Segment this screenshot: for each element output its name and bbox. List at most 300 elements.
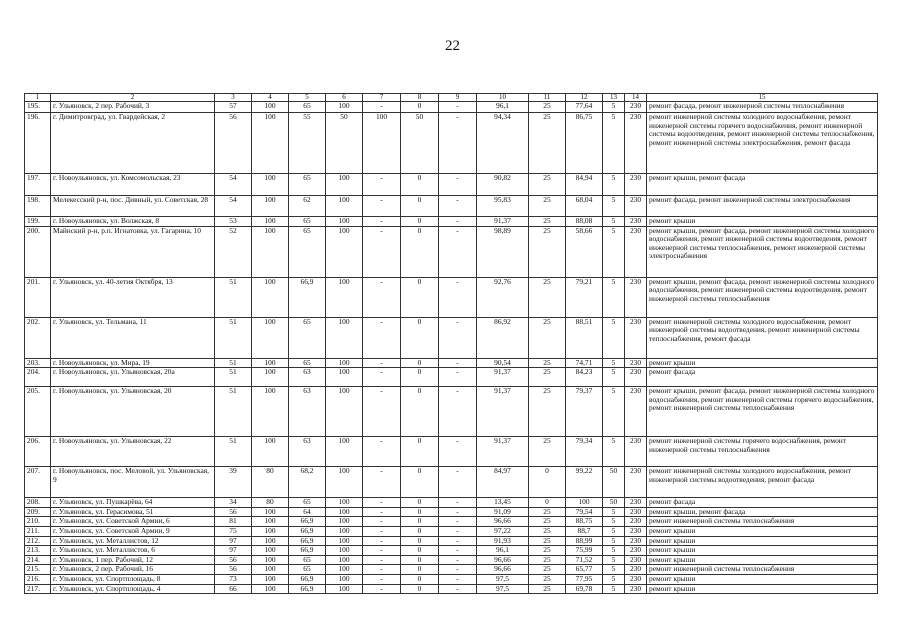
value-cell: 100 <box>326 584 363 594</box>
address-cell: г. Ульяновск, ул. Металлистов, 12 <box>51 536 215 546</box>
value-cell: - <box>439 565 477 575</box>
value-cell: 5 <box>603 196 625 217</box>
value-cell: 5 <box>603 387 625 437</box>
value-cell: - <box>439 574 477 584</box>
value-cell: - <box>439 358 477 368</box>
value-cell: 25 <box>529 113 566 174</box>
value-cell: 230 <box>625 277 647 317</box>
value-cell: 100 <box>326 358 363 368</box>
value-cell: 100 <box>252 226 289 277</box>
value-cell: 100 <box>326 317 363 358</box>
value-cell: 100 <box>326 536 363 546</box>
value-cell: 230 <box>625 358 647 368</box>
value-cell: 69,78 <box>566 584 603 594</box>
table-row <box>25 102 878 113</box>
value-cell: 230 <box>625 102 647 113</box>
value-cell: 63 <box>289 387 326 437</box>
table-row <box>25 517 878 527</box>
value-cell: 100 <box>326 437 363 467</box>
value-cell: - <box>439 498 477 508</box>
value-cell: 92,76 <box>477 277 529 317</box>
value-cell: 100 <box>326 102 363 113</box>
value-cell: 25 <box>529 387 566 437</box>
address-cell: Майнский р-н, р.п. Игнатовка, ул. Гагарина, 10 <box>51 226 215 277</box>
value-cell: 71,52 <box>566 555 603 565</box>
value-cell: 230 <box>625 387 647 437</box>
value-cell: 96,66 <box>477 565 529 575</box>
value-cell: 5 <box>603 437 625 467</box>
value-cell: 100 <box>326 467 363 498</box>
value-cell: 97,22 <box>477 526 529 536</box>
value-cell: 34 <box>215 498 252 508</box>
value-cell: 100 <box>326 526 363 536</box>
value-cell: 100 <box>252 555 289 565</box>
value-cell: 25 <box>529 574 566 584</box>
value-cell: 100 <box>252 217 289 227</box>
address-cell: г. Ульяновск, ул. Тельмана, 11 <box>51 317 215 358</box>
value-cell: 5 <box>603 555 625 565</box>
work-type-cell: ремонт крыши, ремонт фасада, ремонт инженерной системы холодного водоснабжения, ремонт инженерной системы водоотведения, ремонт инженерной системы теплоснабжения <box>647 277 878 317</box>
value-cell: 65 <box>289 358 326 368</box>
value-cell: 51 <box>215 368 252 387</box>
table-row <box>25 536 878 546</box>
value-cell: 74,71 <box>566 358 603 368</box>
value-cell: - <box>363 507 401 517</box>
value-cell: 66,9 <box>289 277 326 317</box>
value-cell: 25 <box>529 507 566 517</box>
table-row <box>25 226 878 277</box>
table-row <box>25 196 878 217</box>
value-cell: 51 <box>215 387 252 437</box>
work-type-cell: ремонт крыши <box>647 555 878 565</box>
value-cell: 5 <box>603 584 625 594</box>
value-cell: 56 <box>215 565 252 575</box>
value-cell: 88,51 <box>566 317 603 358</box>
value-cell: 5 <box>603 277 625 317</box>
address-cell: Мелекесский р-н, пос. Дивный, ул. Советская, 28 <box>51 196 215 217</box>
value-cell: 86,92 <box>477 317 529 358</box>
value-cell: 65 <box>289 565 326 575</box>
row-number-cell: 209. <box>25 507 51 517</box>
value-cell: 230 <box>625 437 647 467</box>
value-cell: 50 <box>603 498 625 508</box>
value-cell: 90,54 <box>477 358 529 368</box>
value-cell: - <box>363 555 401 565</box>
value-cell: - <box>439 174 477 196</box>
value-cell: 25 <box>529 546 566 556</box>
value-cell: 100 <box>252 317 289 358</box>
value-cell: 230 <box>625 467 647 498</box>
value-cell: - <box>439 387 477 437</box>
column-number-cell: 15 <box>647 94 878 102</box>
value-cell: 81 <box>215 517 252 527</box>
value-cell: 54 <box>215 174 252 196</box>
value-cell: 230 <box>625 226 647 277</box>
address-cell: г. Ульяновск, ул. 40-летия Октября, 13 <box>51 277 215 317</box>
value-cell: 100 <box>326 226 363 277</box>
column-number-cell: 5 <box>289 94 326 102</box>
value-cell: 66,9 <box>289 546 326 556</box>
value-cell: 25 <box>529 517 566 527</box>
value-cell: 65 <box>289 226 326 277</box>
value-cell: 65 <box>289 102 326 113</box>
address-cell: г. Новоульяновск, ул. Ульяновская, 22 <box>51 437 215 467</box>
value-cell: - <box>363 467 401 498</box>
address-cell: г. Ульяновск, ул. Спортплощадь, 8 <box>51 574 215 584</box>
value-cell: 100 <box>252 526 289 536</box>
value-cell: 66,9 <box>289 584 326 594</box>
value-cell: 5 <box>603 368 625 387</box>
value-cell: 79,21 <box>566 277 603 317</box>
row-number-cell: 206. <box>25 437 51 467</box>
value-cell: 0 <box>401 277 439 317</box>
row-number-cell: 215. <box>25 565 51 575</box>
value-cell: 0 <box>401 507 439 517</box>
value-cell: 96,1 <box>477 546 529 556</box>
row-number-cell: 214. <box>25 555 51 565</box>
value-cell: 25 <box>529 526 566 536</box>
value-cell: - <box>363 584 401 594</box>
value-cell: 84,23 <box>566 368 603 387</box>
value-cell: 65 <box>289 555 326 565</box>
address-cell: г. Ульяновск, ул. Пушкарёва, 64 <box>51 498 215 508</box>
address-cell: г. Новоульяновск, пос. Меловой, ул. Ульяновская, 9 <box>51 467 215 498</box>
value-cell: 230 <box>625 574 647 584</box>
value-cell: - <box>439 584 477 594</box>
value-cell: 84,94 <box>566 174 603 196</box>
work-type-cell: ремонт фасада, ремонт инженерной системы электроснабжения <box>647 196 878 217</box>
table-row <box>25 368 878 387</box>
value-cell: 0 <box>401 358 439 368</box>
value-cell: 0 <box>401 555 439 565</box>
work-type-cell: ремонт крыши <box>647 584 878 594</box>
address-cell: г. Новоульяновск, ул. Волжская, 8 <box>51 217 215 227</box>
work-type-cell: ремонт крыши <box>647 526 878 536</box>
value-cell: 5 <box>603 536 625 546</box>
work-type-cell: ремонт крыши, ремонт фасада <box>647 174 878 196</box>
row-number-cell: 210. <box>25 517 51 527</box>
address-cell: г. Новоульяновск, ул. Мира, 19 <box>51 358 215 368</box>
value-cell: 88,08 <box>566 217 603 227</box>
value-cell: - <box>363 368 401 387</box>
value-cell: 56 <box>215 555 252 565</box>
work-type-cell: ремонт фасада, ремонт инженерной системы теплоснабжения <box>647 102 878 113</box>
value-cell: 50 <box>326 113 363 174</box>
value-cell: 25 <box>529 358 566 368</box>
address-cell: г. Ульяновск, 2 пер. Рабочий, 16 <box>51 565 215 575</box>
value-cell: 100 <box>252 584 289 594</box>
row-number-cell: 202. <box>25 317 51 358</box>
value-cell: - <box>439 113 477 174</box>
value-cell: 79,54 <box>566 507 603 517</box>
value-cell: - <box>363 498 401 508</box>
address-cell: г. Ульяновск, ул. Советской Армии, 9 <box>51 526 215 536</box>
row-number-cell: 208. <box>25 498 51 508</box>
value-cell: 100 <box>326 196 363 217</box>
value-cell: 25 <box>529 368 566 387</box>
value-cell: 0 <box>401 368 439 387</box>
value-cell: 96,66 <box>477 517 529 527</box>
value-cell: 91,37 <box>477 387 529 437</box>
value-cell: 13,45 <box>477 498 529 508</box>
value-cell: 5 <box>603 174 625 196</box>
value-cell: 39 <box>215 467 252 498</box>
value-cell: 230 <box>625 507 647 517</box>
value-cell: 25 <box>529 196 566 217</box>
value-cell: 98,89 <box>477 226 529 277</box>
value-cell: 5 <box>603 546 625 556</box>
value-cell: 100 <box>326 555 363 565</box>
value-cell: 230 <box>625 317 647 358</box>
value-cell: 0 <box>401 196 439 217</box>
value-cell: 100 <box>326 498 363 508</box>
value-cell: 100 <box>326 277 363 317</box>
value-cell: 94,34 <box>477 113 529 174</box>
value-cell: 25 <box>529 102 566 113</box>
row-number-cell: 207. <box>25 467 51 498</box>
table-row <box>25 387 878 437</box>
value-cell: 100 <box>566 498 603 508</box>
value-cell: 51 <box>215 277 252 317</box>
table-row <box>25 437 878 467</box>
value-cell: - <box>439 555 477 565</box>
value-cell: 230 <box>625 546 647 556</box>
value-cell: 230 <box>625 517 647 527</box>
address-cell: г. Новоульяновск, ул. Ульяновская, 20а <box>51 368 215 387</box>
value-cell: 97 <box>215 546 252 556</box>
value-cell: 66,9 <box>289 536 326 546</box>
value-cell: 25 <box>529 217 566 227</box>
value-cell: - <box>439 317 477 358</box>
value-cell: 51 <box>215 437 252 467</box>
table-row <box>25 584 878 594</box>
table-row <box>25 507 878 517</box>
value-cell: 68,04 <box>566 196 603 217</box>
value-cell: 97 <box>215 536 252 546</box>
value-cell: - <box>363 102 401 113</box>
value-cell: 25 <box>529 555 566 565</box>
value-cell: - <box>439 226 477 277</box>
value-cell: 0 <box>401 467 439 498</box>
work-type-cell: ремонт фасада <box>647 498 878 508</box>
address-cell: г. Ульяновск, ул. Герасимова, 51 <box>51 507 215 517</box>
value-cell: 73 <box>215 574 252 584</box>
work-type-cell: ремонт крыши <box>647 358 878 368</box>
value-cell: 77,64 <box>566 102 603 113</box>
value-cell: 0 <box>401 437 439 467</box>
page-number: 22 <box>445 38 460 54</box>
value-cell: 51 <box>215 317 252 358</box>
value-cell: - <box>439 546 477 556</box>
value-cell: 90,82 <box>477 174 529 196</box>
value-cell: 64 <box>289 507 326 517</box>
value-cell: - <box>363 574 401 584</box>
value-cell: 100 <box>252 437 289 467</box>
work-type-cell: ремонт крыши <box>647 536 878 546</box>
work-type-cell: ремонт крыши, ремонт фасада, ремонт инженерной системы холодного водоснабжения, ремонт инженерной системы горячего водоснабжения, ремонт инженерной системы теплоснабжения <box>647 387 878 437</box>
value-cell: 86,75 <box>566 113 603 174</box>
address-cell: г. Ульяновск, ул. Советской Армии, 6 <box>51 517 215 527</box>
column-number-cell: 1 <box>25 94 51 102</box>
column-number-cell: 2 <box>51 94 215 102</box>
value-cell: 58,66 <box>566 226 603 277</box>
column-number-cell: 14 <box>625 94 647 102</box>
value-cell: 0 <box>401 584 439 594</box>
value-cell: 25 <box>529 536 566 546</box>
value-cell: - <box>363 437 401 467</box>
row-number-cell: 195. <box>25 102 51 113</box>
column-number-row <box>25 94 878 102</box>
value-cell: 0 <box>401 174 439 196</box>
value-cell: - <box>439 368 477 387</box>
value-cell: 96,66 <box>477 555 529 565</box>
value-cell: - <box>439 437 477 467</box>
value-cell: - <box>363 277 401 317</box>
table-row <box>25 467 878 498</box>
row-number-cell: 204. <box>25 368 51 387</box>
value-cell: 62 <box>289 196 326 217</box>
work-type-cell: ремонт инженерной системы холодного водоснабжения, ремонт инженерной системы горячего водоснабжения, ремонт инженерной системы водоотведения, ремонт инженерной системы теплоснабжения, ремонт инженерной системы электроснабжения, ремонт фасада <box>647 113 878 174</box>
value-cell: - <box>363 217 401 227</box>
value-cell: 56 <box>215 113 252 174</box>
row-number-cell: 211. <box>25 526 51 536</box>
value-cell: 230 <box>625 584 647 594</box>
value-cell: 230 <box>625 196 647 217</box>
value-cell: 63 <box>289 368 326 387</box>
value-cell: 100 <box>252 546 289 556</box>
table-row <box>25 317 878 358</box>
repair-program-table <box>24 93 878 594</box>
table-row <box>25 574 878 584</box>
value-cell: 65 <box>289 217 326 227</box>
value-cell: 80 <box>252 467 289 498</box>
value-cell: 97,5 <box>477 584 529 594</box>
value-cell: 97,5 <box>477 574 529 584</box>
work-type-cell: ремонт инженерной системы горячего водоснабжения, ремонт инженерной системы теплоснабжения <box>647 437 878 467</box>
value-cell: 230 <box>625 217 647 227</box>
value-cell: 230 <box>625 555 647 565</box>
value-cell: 25 <box>529 277 566 317</box>
value-cell: - <box>439 536 477 546</box>
value-cell: 5 <box>603 358 625 368</box>
column-number-cell: 13 <box>603 94 625 102</box>
row-number-cell: 200. <box>25 226 51 277</box>
value-cell: 25 <box>529 174 566 196</box>
work-type-cell: ремонт фасада <box>647 368 878 387</box>
value-cell: 80 <box>252 498 289 508</box>
value-cell: 0 <box>401 517 439 527</box>
value-cell: 100 <box>252 277 289 317</box>
value-cell: 51 <box>215 358 252 368</box>
value-cell: 5 <box>603 102 625 113</box>
value-cell: 52 <box>215 226 252 277</box>
column-number-cell: 6 <box>326 94 363 102</box>
table-row <box>25 498 878 508</box>
column-number-cell: 8 <box>401 94 439 102</box>
column-number-cell: 7 <box>363 94 401 102</box>
value-cell: 5 <box>603 565 625 575</box>
address-cell: г. Димитровград, ул. Гвардейская, 2 <box>51 113 215 174</box>
value-cell: 0 <box>401 526 439 536</box>
value-cell: 66,9 <box>289 517 326 527</box>
column-number-cell: 11 <box>529 94 566 102</box>
value-cell: - <box>363 546 401 556</box>
value-cell: 0 <box>401 226 439 277</box>
row-number-cell: 217. <box>25 584 51 594</box>
row-number-cell: 199. <box>25 217 51 227</box>
table-row <box>25 277 878 317</box>
value-cell: 25 <box>529 437 566 467</box>
table-row <box>25 555 878 565</box>
value-cell: 66 <box>215 584 252 594</box>
value-cell: - <box>363 565 401 575</box>
column-number-cell: 10 <box>477 94 529 102</box>
value-cell: 88,75 <box>566 517 603 527</box>
value-cell: 56 <box>215 507 252 517</box>
table-row <box>25 358 878 368</box>
value-cell: 25 <box>529 584 566 594</box>
value-cell: 0 <box>401 498 439 508</box>
value-cell: 0 <box>401 387 439 437</box>
table-row <box>25 526 878 536</box>
row-number-cell: 213. <box>25 546 51 556</box>
value-cell: 100 <box>252 574 289 584</box>
value-cell: 50 <box>603 467 625 498</box>
value-cell: 100 <box>252 387 289 437</box>
value-cell: - <box>363 536 401 546</box>
value-cell: 100 <box>363 113 401 174</box>
work-type-cell: ремонт крыши <box>647 546 878 556</box>
value-cell: 230 <box>625 526 647 536</box>
value-cell: 5 <box>603 226 625 277</box>
value-cell: - <box>439 196 477 217</box>
table-row <box>25 113 878 174</box>
value-cell: 100 <box>252 507 289 517</box>
work-type-cell: ремонт инженерной системы теплоснабжения <box>647 517 878 527</box>
value-cell: - <box>439 277 477 317</box>
work-type-cell: ремонт крыши <box>647 574 878 584</box>
address-cell: г. Ульяновск, 1 пер. Рабочий, 12 <box>51 555 215 565</box>
value-cell: 5 <box>603 217 625 227</box>
value-cell: - <box>363 387 401 437</box>
row-number-cell: 205. <box>25 387 51 437</box>
value-cell: 65 <box>289 498 326 508</box>
value-cell: 99,22 <box>566 467 603 498</box>
value-cell: 100 <box>326 174 363 196</box>
table-row <box>25 546 878 556</box>
value-cell: - <box>363 196 401 217</box>
work-type-cell: ремонт крыши <box>647 217 878 227</box>
value-cell: 100 <box>326 217 363 227</box>
value-cell: 54 <box>215 196 252 217</box>
value-cell: 100 <box>252 113 289 174</box>
value-cell: - <box>439 102 477 113</box>
address-cell: г. Ульяновск, ул. Металлистов, 6 <box>51 546 215 556</box>
value-cell: 230 <box>625 113 647 174</box>
value-cell: 0 <box>401 536 439 546</box>
value-cell: 100 <box>326 565 363 575</box>
value-cell: 66,9 <box>289 526 326 536</box>
value-cell: 5 <box>603 526 625 536</box>
value-cell: 5 <box>603 317 625 358</box>
value-cell: 88,7 <box>566 526 603 536</box>
value-cell: - <box>363 358 401 368</box>
value-cell: - <box>439 517 477 527</box>
value-cell: 100 <box>252 174 289 196</box>
table-row <box>25 174 878 196</box>
value-cell: 0 <box>401 574 439 584</box>
value-cell: 79,37 <box>566 387 603 437</box>
